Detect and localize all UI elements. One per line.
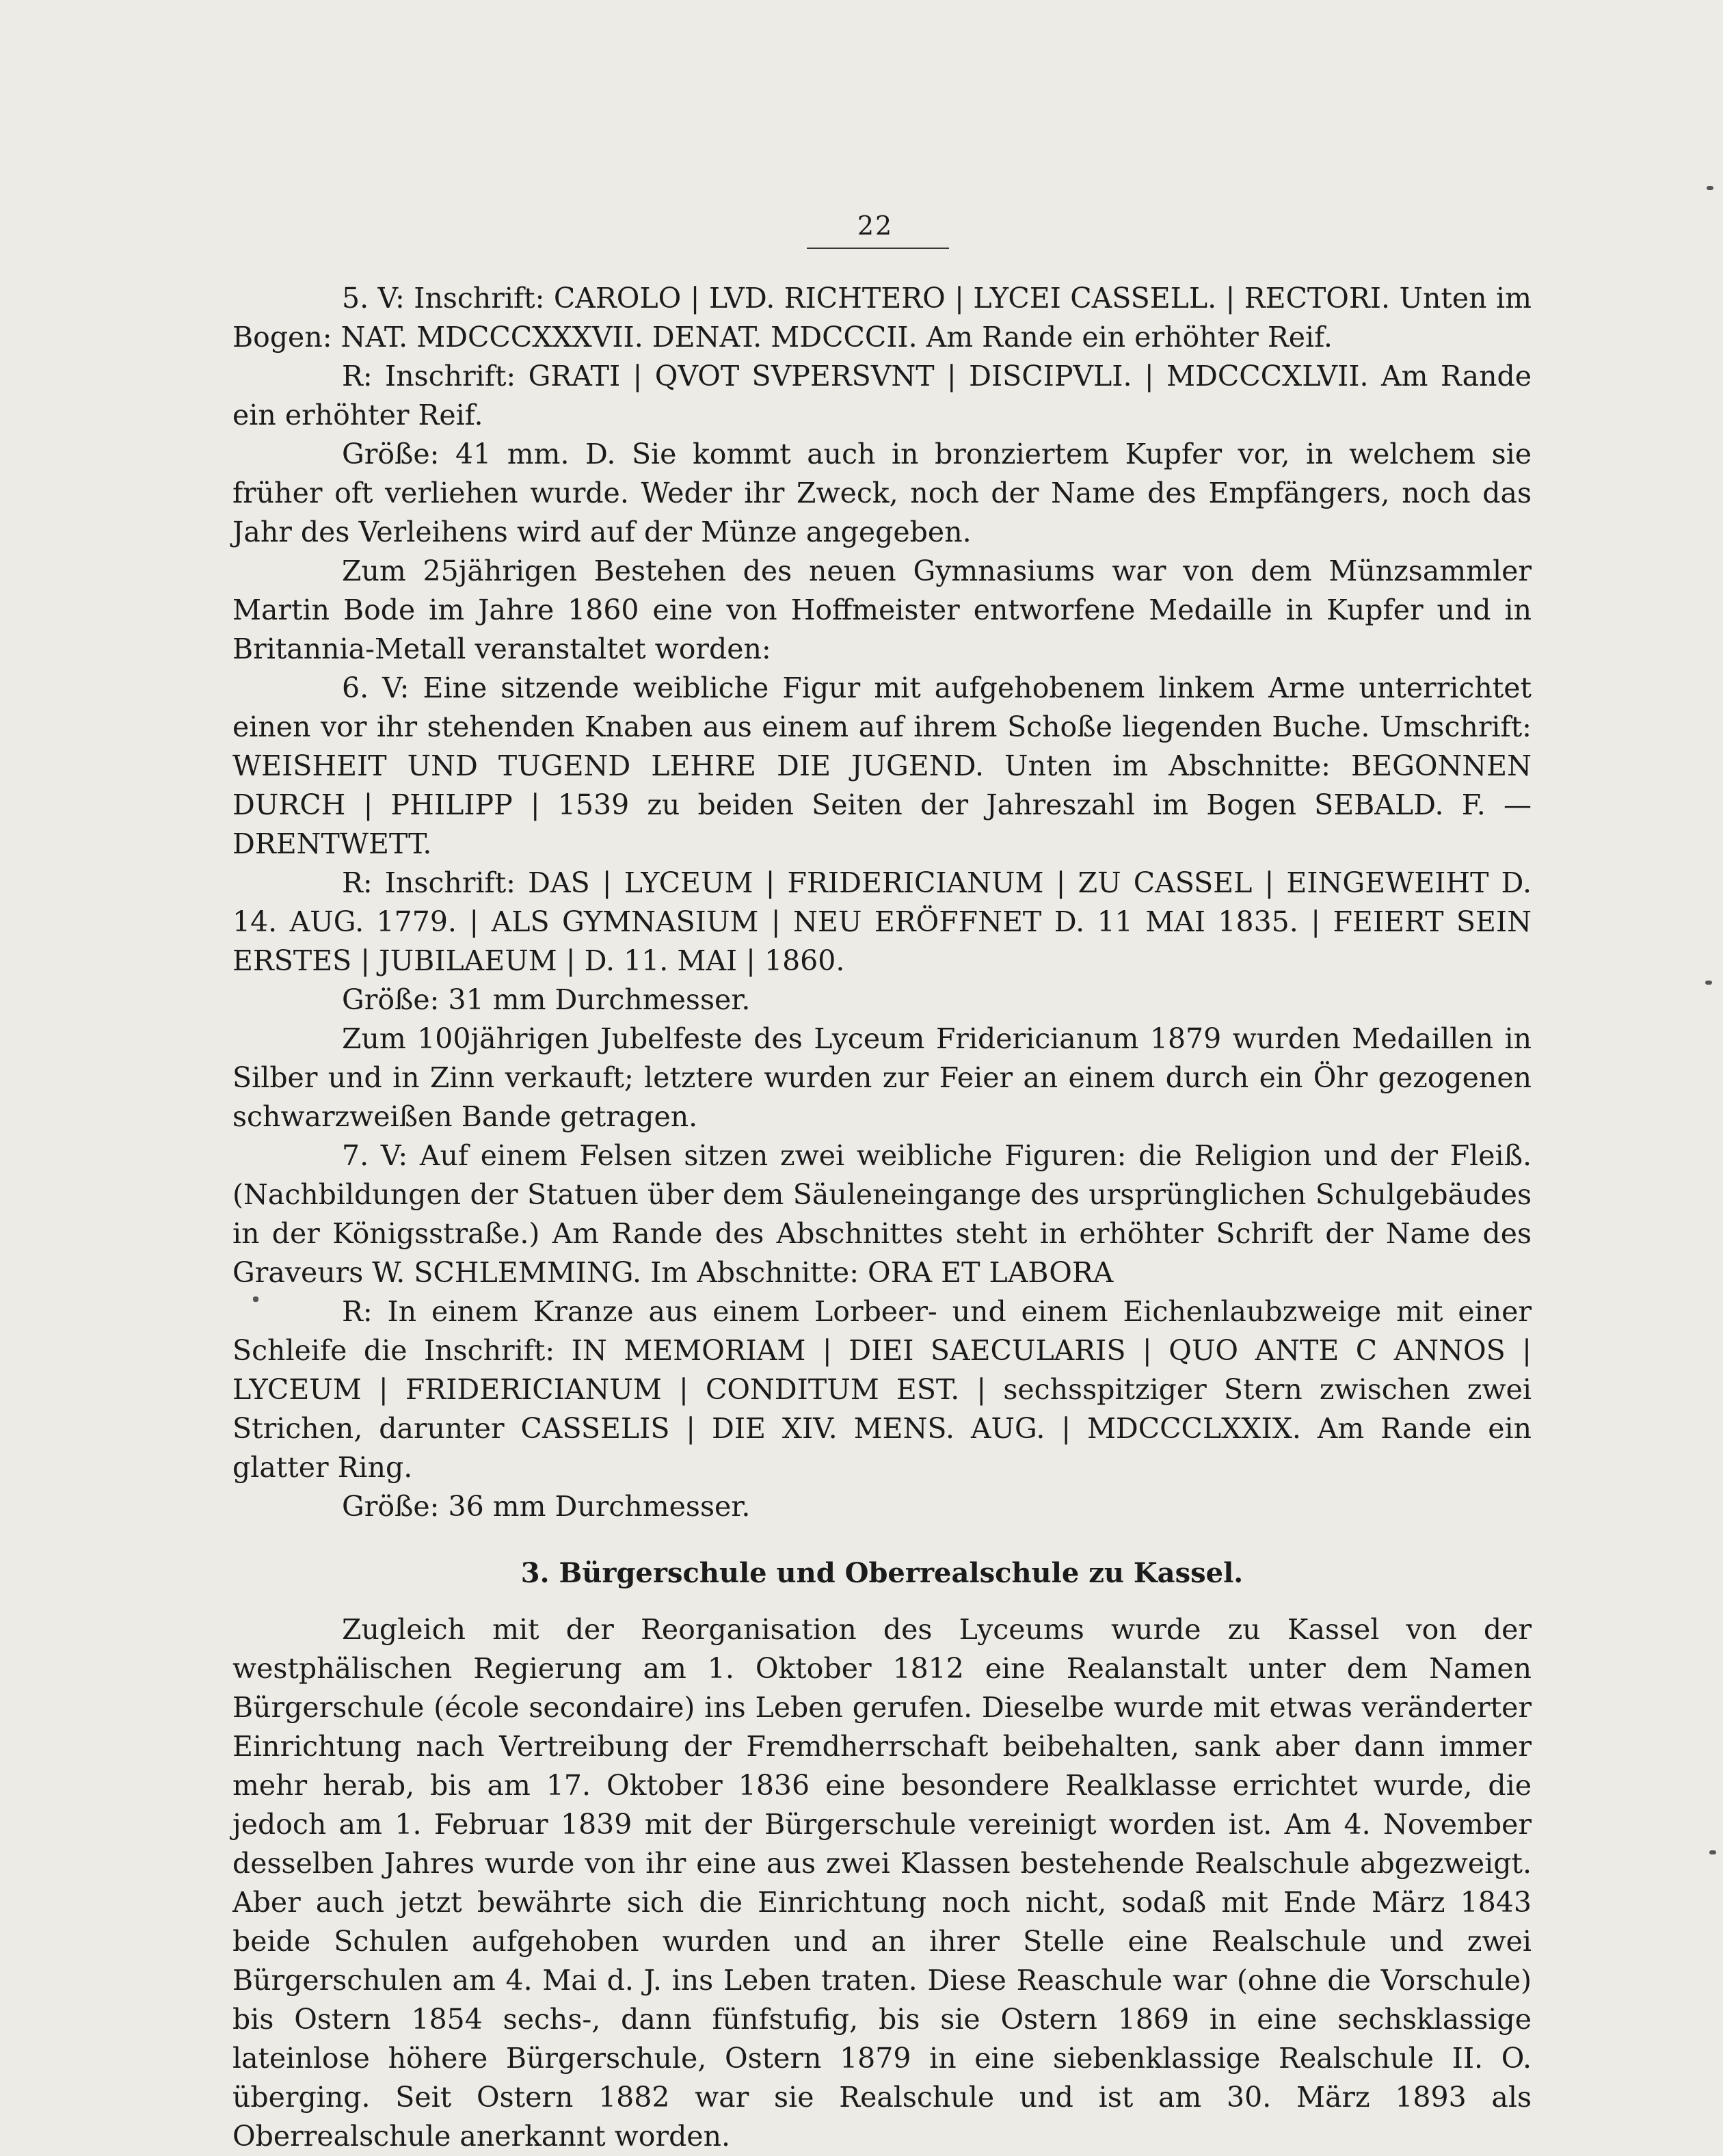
scan-speck [1709,1850,1716,1854]
page-number: 22 [857,211,894,241]
section-heading: 3. Bürgerschule und Oberrealschule zu Kassel. [520,1557,1244,1589]
scan-speck [1707,186,1713,190]
page-body [232,279,1532,2156]
paragraph-gymnasium-anniversary: Zum 25jährigen Bestehen des neuen Gymnasiums war von dem Münzsammler Martin Bode im Jahre 1860 eine von Hoffmeister entworfene Medaille in Kupfer und in Britannia-Metall veranstaltet worden: [232,555,1532,665]
paragraph-medal-7-reverse: R: In einem Kranze aus einem Lorbeer- und einem Eichenlaubzweige mit einer Schleife die Inschrift: IN MEMORIAM | DIEI SAECULARIS | QUO ANTE C ANNOS | LYCEUM | FRIDERICIANUM | CONDITUM EST. | sechsspitziger Stern zwischen zwei Strichen, darunter CASSELIS | DIE XIV. MENS. AUG. | MDCCCLXXIX. Am Rande ein glatter Ring. [232,1295,1532,1484]
paragraph-medal-6-obverse: 6. V: Eine sitzende weibliche Figur mit aufgehobenem linkem Arme unterrichtet einen vor ihr stehenden Knaben aus einem auf ihrem Schoße liegenden Buche. Umschrift: WEISHEIT UND TUGEND LEHRE DIE JUGEND. Unten im Abschnitte: BEGONNEN DURCH | PHILIPP | 1539 zu beiden Seiten der Jahreszahl im Bogen SEBALD. F. — DRENTWETT. [232,671,1532,860]
paragraph-buergerschule-history: Zugleich mit der Reorganisation des Lyceums wurde zu Kassel von der westphälischen Regierung am 1. Oktober 1812 eine Realanstalt unter dem Namen Bürgerschule (école secondaire) ins Leben gerufen. Dieselbe wurde mit etwas veränderter Einrichtung nach Vertreibung der Fremdherrschaft beibehalten, sank aber dann immer mehr herab, bis am 17. Oktober 1836 eine besondere Realklasse errichtet wurde, die jedoch am 1. Februar 1839 mit der Bürgerschule vereinigt worden ist. Am 4. November desselben Jahres wurde von ihr eine aus zwei Klassen bestehende Realschule abgezweigt. Aber auch jetzt bewährte sich die Einrichtung noch nicht, sodaß mit Ende März 1843 beide Schulen aufgehoben wurden und an ihrer Stelle eine Realschule und zwei Bürgerschulen am 4. Mai d. J. ins Leben traten. Diese Reaschule war (ohne die Vorschule) bis Ostern 1854 sechs-, dann fünfstufig, bis sie Ostern 1869 in eine sechsklassige lateinlose höhere Bürgerschule, Ostern 1879 in eine siebenklassige Realschule II. O. überging. Seit Ostern 1882 war sie Realschule und ist am 30. März 1893 als Oberrealschule anerkannt worden. [232,1613,1532,2153]
paragraph-medal-6-reverse: R: Inschrift: DAS | LYCEUM | FRIDERICIANUM | ZU CASSEL | EINGEWEIHT D. 14. AUG. 1779. | ALS GYMNASIUM | NEU ERÖFFNET D. 11 MAI 1835. | FEIERT SEIN ERSTES | JUBILAEUM | D. 11. MAI | 1860. [232,866,1532,977]
scan-speck [253,1296,258,1302]
paragraph-medal-7-size: Größe: 36 mm Durchmesser. [342,1490,751,1523]
paragraph-jubilee-1879: Zum 100jährigen Jubelfeste des Lyceum Fridericianum 1879 wurden Medaillen in Silber und in Zinn verkauft; letztere wurden zur Feier an einem durch ein Öhr gezogenen schwarzweißen Bande getragen. [232,1022,1532,1133]
paragraph-medal-7-obverse: 7. V: Auf einem Felsen sitzen zwei weibliche Figuren: die Religion und der Fleiß. (Nachbildungen der Statuen über dem Säuleneingange des ursprünglichen Schulgebäudes in der Königsstraße.) Am Rande des Abschnittes steht in erhöhter Schrift der Name des Graveurs W. SCHLEMMING. Im Abschnitte: ORA ET LABORA [232,1139,1532,1289]
paragraph-medal-5-reverse: R: Inschrift: GRATI | QVOT SVPERSVNT | DISCIPVLI. | MDCCCXLVII. Am Rande ein erhöhter Reif. [232,360,1532,431]
page-number-rule [807,248,949,249]
paragraph-medal-6-size: Größe: 31 mm Durchmesser. [342,983,751,1016]
paragraph-medal-5-obverse: 5. V: Inschrift: CAROLO | LVD. RICHTERO | LYCEI CASSELL. | RECTORI. Unten im Bogen: NAT. MDCCCXXXVII. DENAT. MDCCCII. Am Rande ein erhöhter Reif. [232,282,1532,354]
paragraph-medal-5-size: Größe: 41 mm. D. Sie kommt auch in bronziertem Kupfer vor, in welchem sie früher oft verliehen wurde. Weder ihr Zweck, noch der Name des Empfängers, noch das Jahr des Verleihens wird auf der Münze angegeben. [232,438,1532,548]
scan-speck [1705,981,1712,985]
